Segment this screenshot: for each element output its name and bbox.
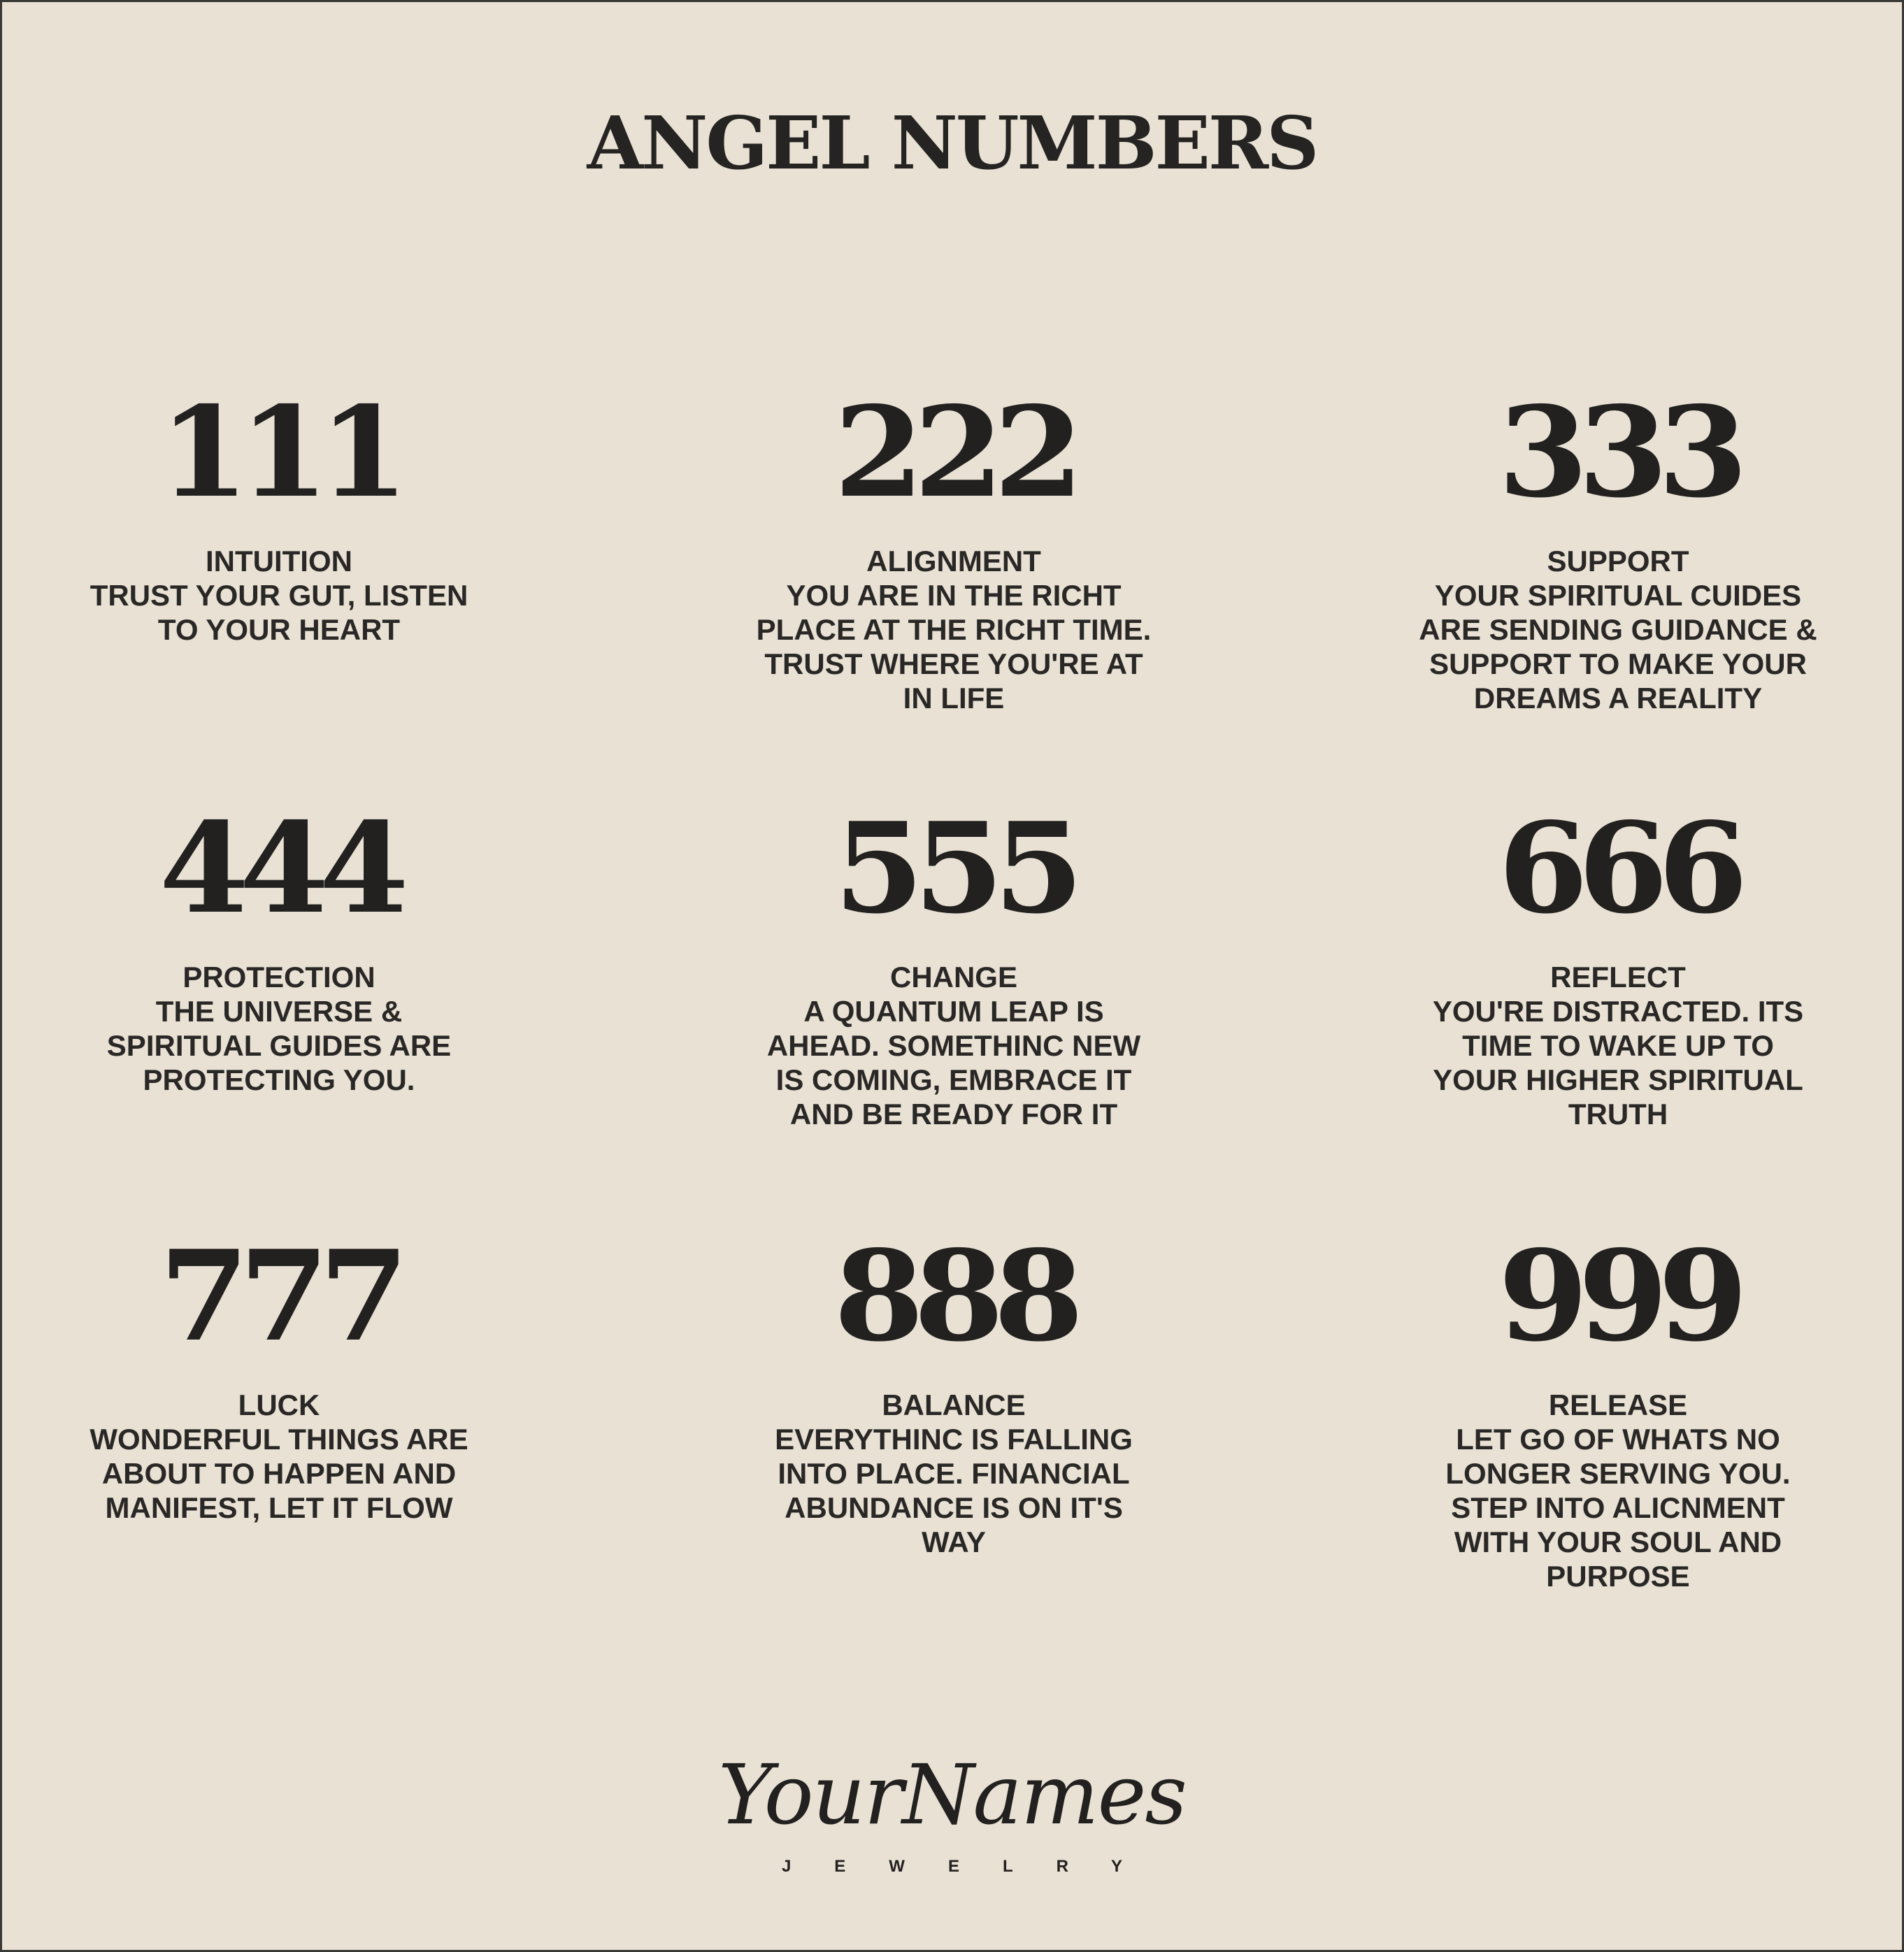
angel-number-cell-444 bbox=[34, 795, 524, 1097]
angel-number: 111 bbox=[159, 379, 399, 525]
angel-number-heading: REFLECT bbox=[1550, 961, 1686, 993]
angel-number-description: LET GO OF WHATS NO LONGER SERVING YOU. STEP INTO ALICNMENT WITH YOUR SOUL AND PURPOSE bbox=[1445, 1423, 1791, 1593]
angel-number-cell-888 bbox=[709, 1223, 1198, 1559]
angel-number-heading: LUCK bbox=[238, 1388, 320, 1421]
angel-number-cell-111 bbox=[34, 379, 524, 647]
angel-number-cell-666 bbox=[1373, 795, 1863, 1131]
angel-number: 333 bbox=[1498, 379, 1738, 525]
angel-number: 666 bbox=[1498, 795, 1738, 941]
angel-number: 555 bbox=[833, 795, 1074, 941]
angel-number-description: YOU'RE DISTRACTED. ITS TIME TO WAKE UP TO YOUR HIGHER SPIRITUAL TRUTH bbox=[1432, 995, 1804, 1131]
page-title: ANGEL NUMBERS bbox=[587, 100, 1317, 186]
angel-number-description: TRUST YOUR GUT, LISTEN TO YOUR HEART bbox=[90, 579, 468, 646]
angel-number-cell-333 bbox=[1373, 379, 1863, 715]
angel-number-heading: SUPPORT bbox=[1547, 545, 1689, 577]
angel-number: 999 bbox=[1498, 1223, 1738, 1369]
angel-number-heading: PROTECTION bbox=[182, 961, 375, 993]
brand-logo-script: YourNames bbox=[718, 1746, 1186, 1843]
angel-number-heading: CHANGE bbox=[889, 961, 1017, 993]
angel-number-heading: BALANCE bbox=[882, 1388, 1026, 1421]
angel-number-cell-777 bbox=[34, 1223, 524, 1525]
angel-number-description: THE UNIVERSE & SPIRITUAL GUIDES ARE PROTECTING YOU. bbox=[106, 995, 452, 1096]
angel-number-description: A QUANTUM LEAP IS AHEAD. SOMETHINC NEW IS COMING, EMBRACE IT AND BE READY FOR IT bbox=[766, 995, 1141, 1131]
brand-logo bbox=[2, 1746, 1902, 1876]
brand-logo-subtitle: JEWELRY bbox=[781, 1857, 1166, 1876]
angel-number-heading: RELEASE bbox=[1548, 1388, 1688, 1421]
angel-number: 777 bbox=[159, 1223, 399, 1369]
angel-number-cell-222 bbox=[709, 379, 1198, 715]
angel-number-heading: ALIGNMENT bbox=[866, 545, 1041, 577]
angel-number: 888 bbox=[833, 1223, 1074, 1369]
angel-number-cell-555 bbox=[709, 795, 1198, 1131]
angel-number-description: YOUR SPIRITUAL CUIDES ARE SENDING GUIDANCE & SUPPORT TO MAKE YOUR DREAMS A REALITY bbox=[1419, 579, 1817, 715]
angel-number-description: YOU ARE IN THE RICHT PLACE AT THE RICHT TIME. TRUST WHERE YOU'RE AT IN LIFE bbox=[756, 579, 1152, 715]
angel-number-cell-999 bbox=[1373, 1223, 1863, 1593]
angel-number: 222 bbox=[833, 379, 1074, 525]
angel-number-description: EVERYTHINC IS FALLING INTO PLACE. FINANCIAL ABUNDANCE IS ON IT'S WAY bbox=[775, 1423, 1133, 1558]
angel-number: 444 bbox=[159, 795, 399, 941]
angel-number-description: WONDERFUL THINGS ARE ABOUT TO HAPPEN AND MANIFEST, LET IT FLOW bbox=[90, 1423, 468, 1524]
angel-number-heading: INTUITION bbox=[206, 545, 352, 577]
